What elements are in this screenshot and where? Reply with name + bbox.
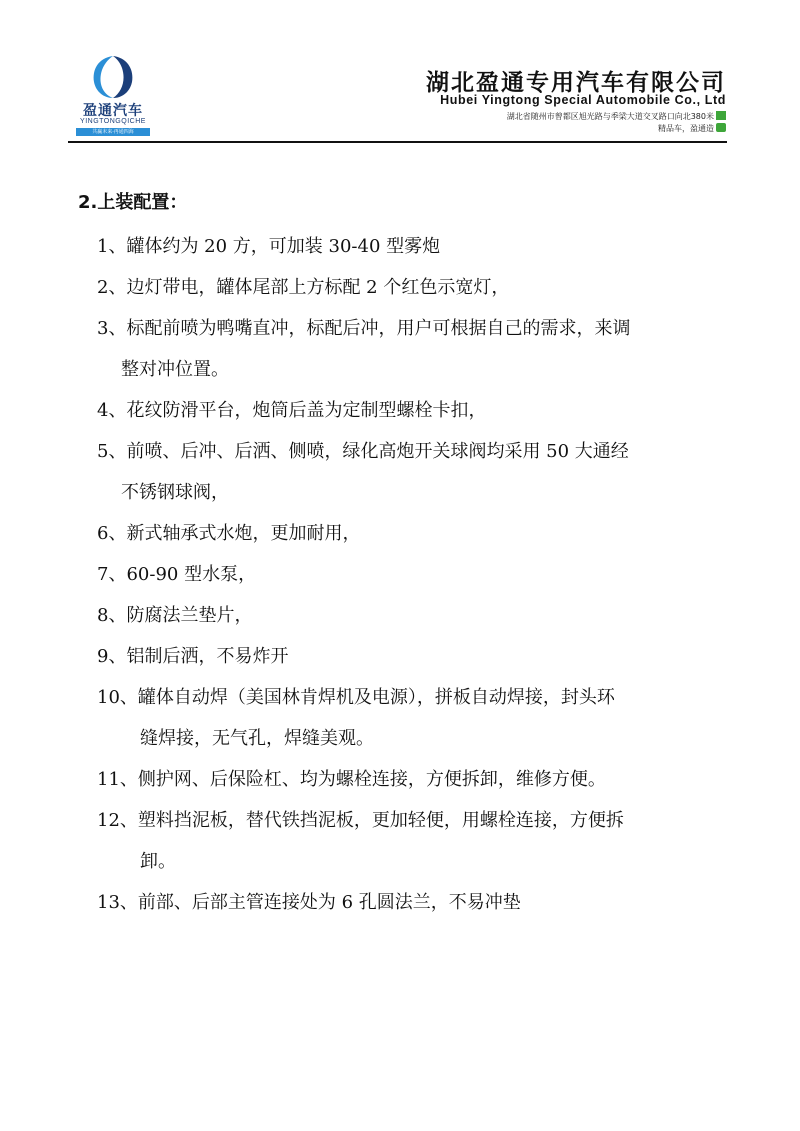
list-item-continuation: 卸。 [140, 851, 176, 872]
list-item: 11、侧护网、后保险杠、均为螺栓连接，方便拆卸，维修方便。 [97, 769, 606, 790]
list-item: 5、前喷、后冲、后洒、侧喷，绿化高炮开关球阀均采用 50 大通经 [97, 441, 629, 462]
leaf-badge-icon [716, 123, 726, 132]
list-item-continuation: 不锈钢球阀， [121, 482, 229, 503]
list-item: 12、塑料挡泥板，替代铁挡泥板，更加轻便，用螺栓连接，方便拆 [97, 810, 624, 831]
company-address: 湖北省随州市曾都区旭光路与季梁大道交叉路口向北380米 [506, 112, 714, 121]
list-item: 7、60-90 型水泵， [97, 564, 257, 585]
company-name-cn: 湖北盈通专用汽车有限公司 [426, 70, 726, 96]
logo-emblem-icon [88, 54, 138, 100]
list-item-continuation: 缝焊接，无气孔，焊缝美观。 [140, 728, 374, 749]
list-item: 1、罐体约为 20 方，可加装 30-40 型雾炮 [97, 236, 441, 257]
header-divider [68, 141, 727, 143]
list-item-continuation: 整对冲位置。 [121, 359, 229, 380]
list-item: 3、标配前喷为鸭嘴直冲，标配后冲，用户可根据自己的需求，来调 [97, 318, 631, 339]
logo-name-en: YINGTONGQICHE [80, 118, 146, 125]
list-item: 4、花纹防滑平台，炮筒后盖为定制型螺栓卡扣， [97, 400, 487, 421]
company-tagline: 精品车，盈通造 [658, 124, 714, 133]
list-item: 2、边灯带电，罐体尾部上方标配 2 个红色示宽灯， [97, 277, 510, 298]
list-item: 9、铝制后洒，不易炸开 [97, 646, 289, 667]
section-title: 2.上装配置： [78, 192, 188, 213]
logo-slogan: 共赢未来·再通四海 [76, 128, 150, 136]
list-item: 8、防腐法兰垫片， [97, 605, 253, 626]
logo-name-cn: 盈通汽车 [83, 103, 143, 119]
company-logo [66, 52, 160, 138]
config-list [97, 226, 737, 923]
location-badge-icon [716, 111, 726, 120]
company-name-en: Hubei Yingtong Special Automobile Co., Ltd [440, 93, 726, 107]
list-item: 13、前部、后部主管连接处为 6 孔圆法兰，不易冲垫 [97, 892, 521, 913]
list-item: 10、罐体自动焊（美国林肯焊机及电源），拼板自动焊接，封头环 [97, 687, 615, 708]
list-item: 6、新式轴承式水炮，更加耐用， [97, 523, 361, 544]
